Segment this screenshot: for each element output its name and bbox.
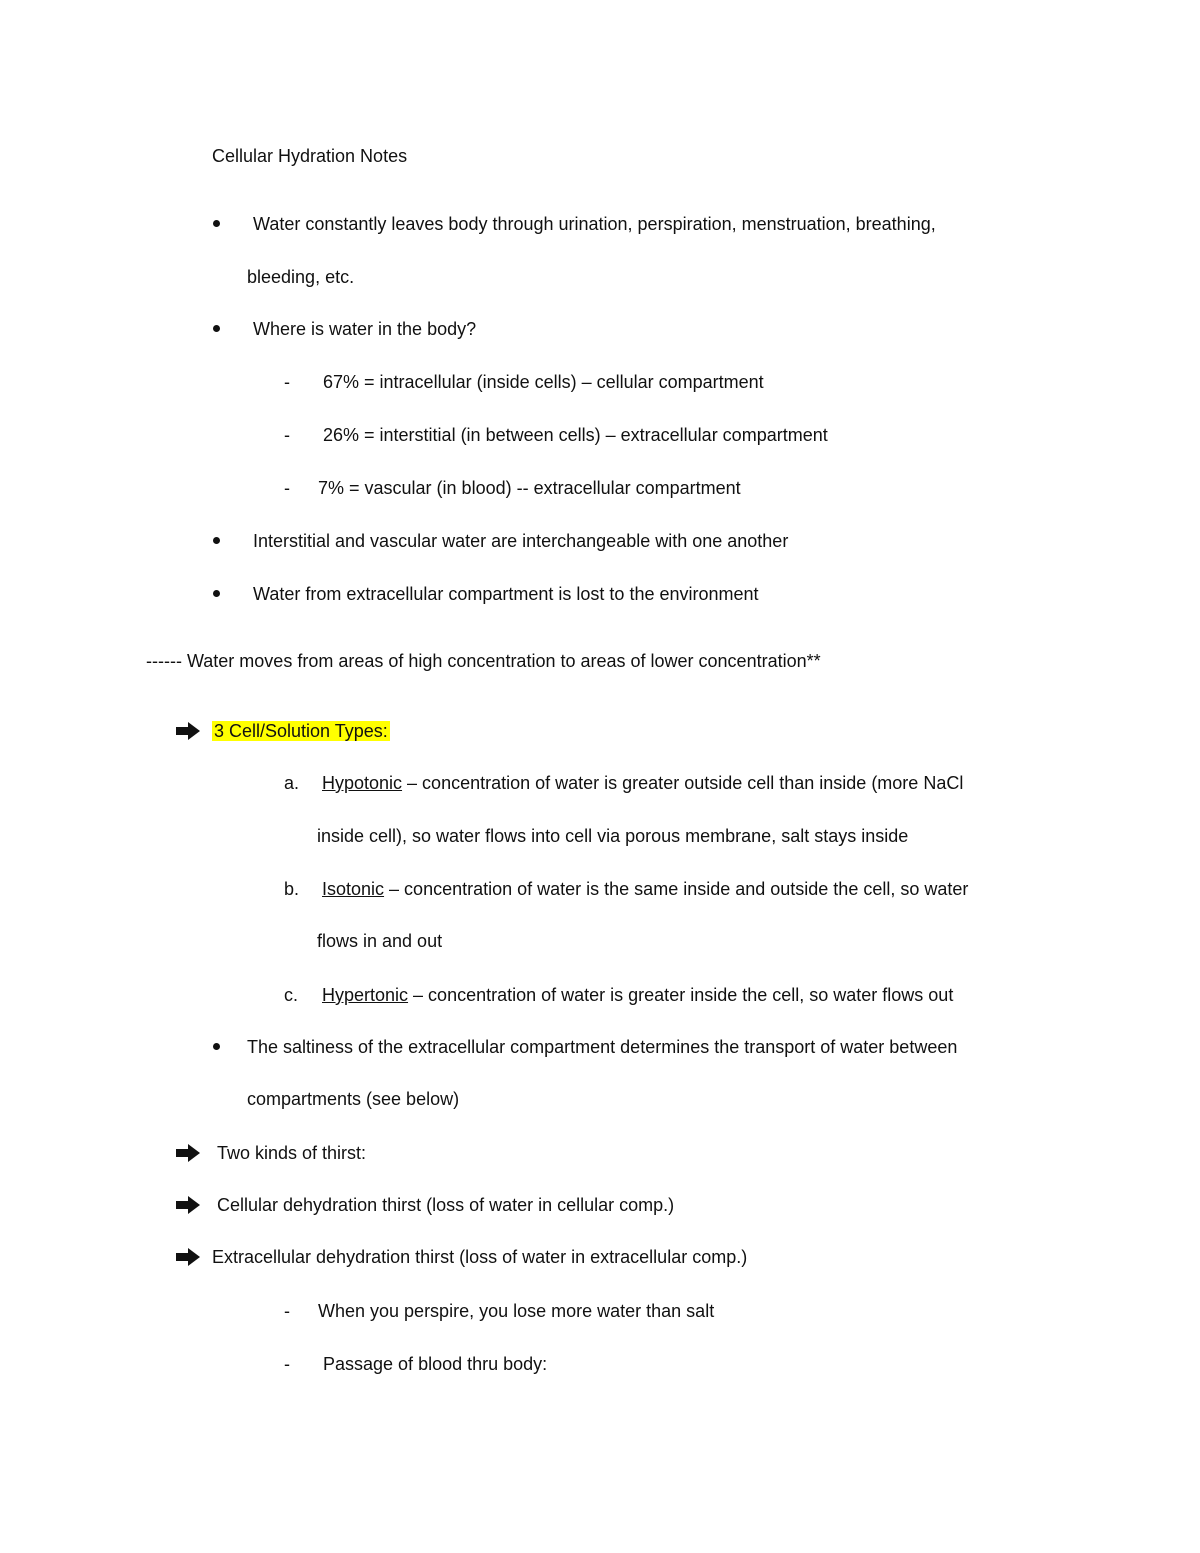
hypertonic-line-1 — [322, 983, 953, 1007]
list-letter-c: c. — [284, 985, 299, 1005]
isotonic-desc: – concentration of water is the same inside and outside the cell, so water — [384, 879, 969, 899]
hypertonic-desc: – concentration of water is greater inside the cell, so water flows out — [408, 985, 954, 1005]
interchangeable-line: Interstitial and vascular water are interchangeable with one another — [253, 531, 789, 551]
right-arrow-icon — [175, 1247, 201, 1267]
bullet-icon — [213, 220, 220, 227]
water-loss-line-1: Water constantly leaves body through urination, perspiration, menstruation, breathing, — [253, 214, 936, 234]
dash-marker: - — [284, 478, 290, 498]
hypotonic-term: Hypotonic — [322, 773, 403, 793]
hypertonic-term: Hypertonic — [322, 985, 409, 1005]
solution-types-heading — [212, 719, 390, 743]
saltiness-line-1: The saltiness of the extracellular compartment determines the transport of water between — [247, 1037, 958, 1057]
list-letter-b: b. — [284, 879, 300, 899]
perspire-line: When you perspire, you lose more water than salt — [318, 1301, 715, 1321]
highlighted-heading-text: 3 Cell/Solution Types: — [214, 721, 388, 741]
hypotonic-desc: – concentration of water is greater outside cell than inside (more NaCl — [402, 773, 964, 793]
water-loss-line-2: bleeding, etc. — [247, 267, 355, 287]
hypotonic-line-2: inside cell), so water flows into cell via porous membrane, salt stays inside — [317, 826, 909, 846]
compartment-intracellular: 67% = intracellular (inside cells) – cellular compartment — [323, 372, 764, 392]
passage-line: Passage of blood thru body: — [323, 1354, 548, 1374]
bullet-icon — [213, 590, 220, 597]
dash-marker: - — [284, 372, 290, 392]
compartment-interstitial: 26% = interstitial (in between cells) – extracellular compartment — [323, 425, 828, 445]
bullet-icon — [213, 325, 220, 332]
water-moves-line: ------ Water moves from areas of high concentration to areas of lower concentration** — [146, 651, 821, 671]
dash-marker: - — [284, 425, 290, 445]
list-letter-a: a. — [284, 773, 300, 793]
saltiness-line-2: compartments (see below) — [247, 1089, 460, 1109]
dash-marker: - — [284, 1354, 290, 1374]
right-arrow-icon — [175, 1143, 201, 1163]
dash-marker: - — [284, 1301, 290, 1321]
thirst-kinds-line: Two kinds of thirst: — [217, 1143, 367, 1163]
extracellular-thirst-line: Extracellular dehydration thirst (loss of water in extracellular comp.) — [212, 1247, 748, 1267]
compartment-vascular: 7% = vascular (in blood) -- extracellular compartment — [318, 478, 741, 498]
isotonic-line-1 — [322, 877, 968, 901]
bullet-icon — [213, 537, 220, 544]
where-question: Where is water in the body? — [253, 319, 477, 339]
cellular-thirst-line: Cellular dehydration thirst (loss of water in cellular comp.) — [217, 1195, 675, 1215]
right-arrow-icon — [175, 721, 201, 741]
lost-environment-line: Water from extracellular compartment is lost to the environment — [253, 584, 759, 604]
hypotonic-line-1 — [322, 771, 963, 795]
bullet-icon — [213, 1043, 220, 1050]
right-arrow-icon — [175, 1195, 201, 1215]
isotonic-line-2: flows in and out — [317, 931, 443, 951]
isotonic-term: Isotonic — [322, 879, 385, 899]
document-title: Cellular Hydration Notes — [212, 146, 408, 166]
